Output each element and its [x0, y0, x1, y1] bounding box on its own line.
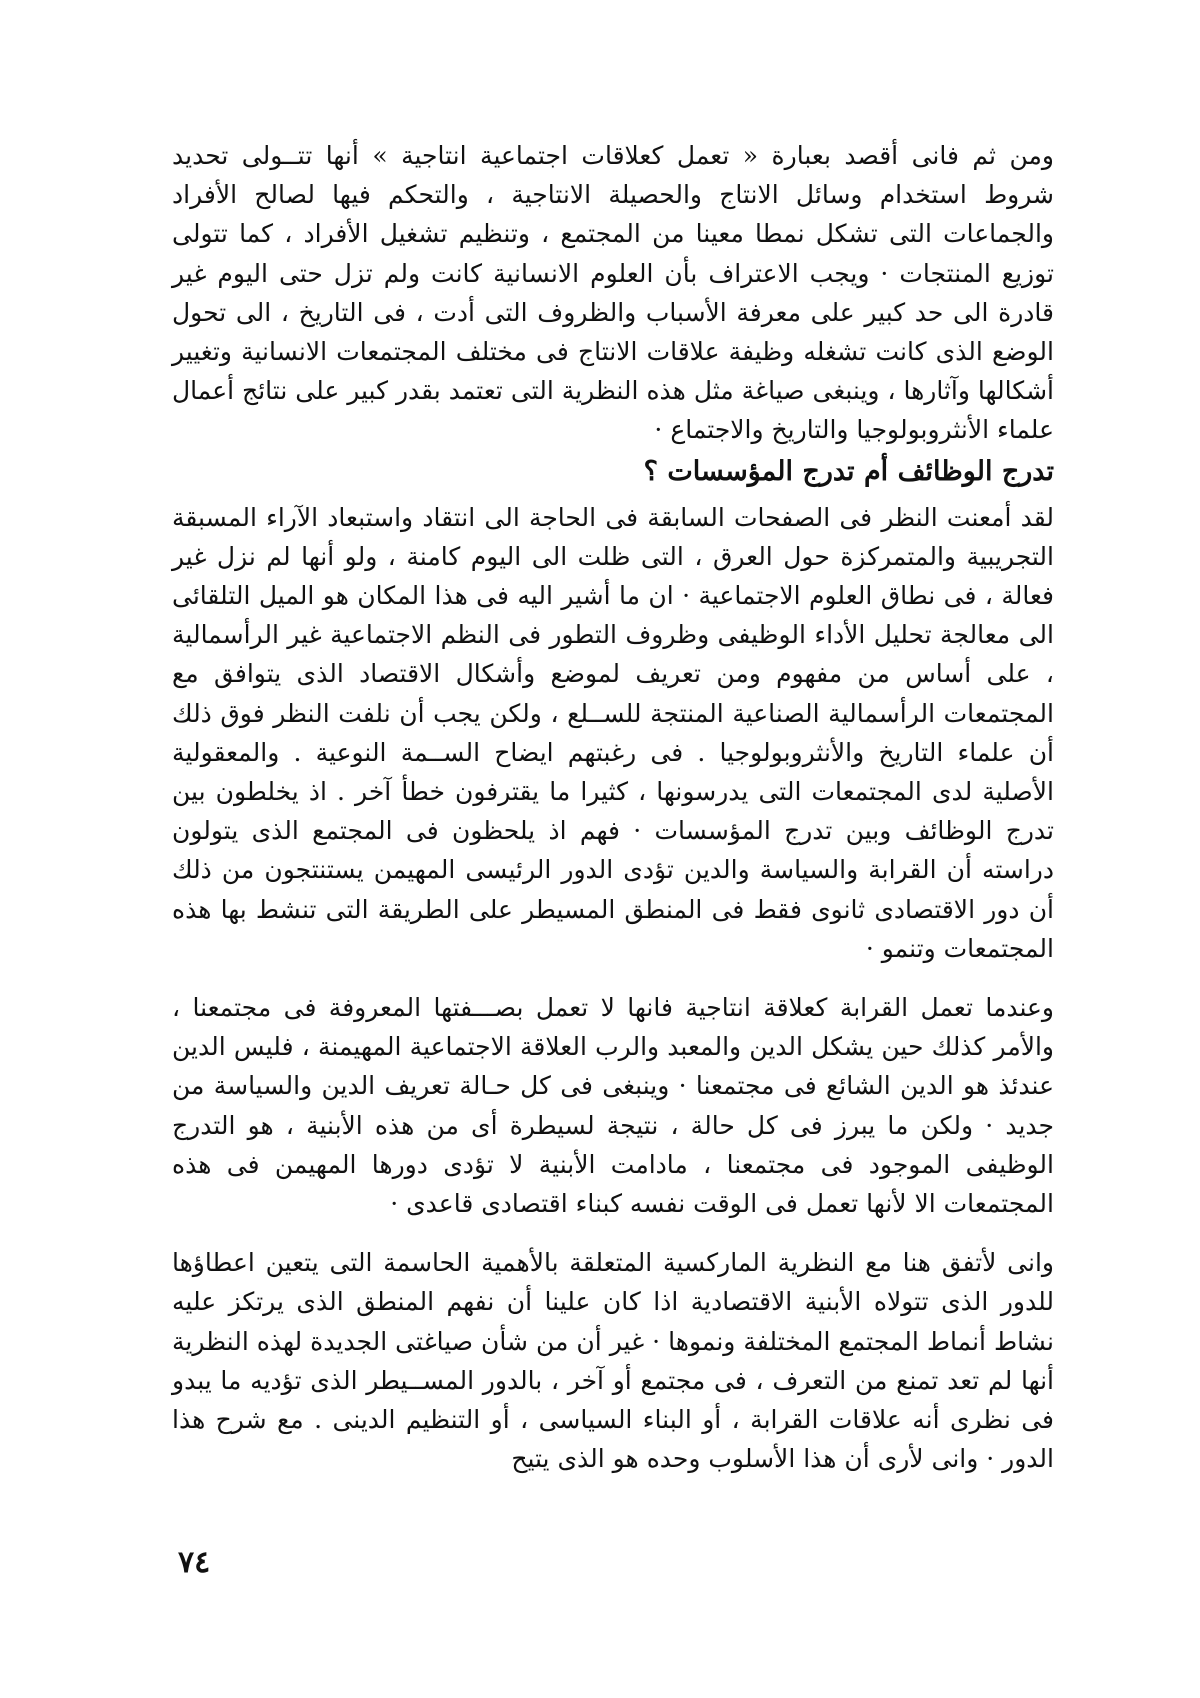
- section-heading: تدرج الوظائف أم تدرج المؤسسات ؟: [643, 455, 1054, 487]
- paragraph-3: وعندما تعمل القرابة كعلاقة انتاجية فانها لا تعمل بصـــفتها المعروفة فى مجتمعنا ، والأمر كذلك حين يشكل الدين والمعبد والرب العلاقة الاجتماعية المهيمنة ، فليس الدين عندئذ هو الدين الشائع فى مجتمعنا · وينبغى فى كل حـالة تعريف الدين والسياسة من جديد · ولكن ما يبرز فى كل حالة ، نتيجة لسيطرة أى من هذه الأبنية ، هو التدرج الوظيفى الموجود فى مجتمعنا ، مادامت الأبنية لا تؤدى دورها المهيمن فى هذه المجتمعات الا لأنها تعمل فى الوقت نفسه كبناء اقتصادى قاعدى ·: [172, 993, 1054, 1219]
- document-page: [172, 136, 1054, 1479]
- page-number: ٧٤: [178, 1545, 211, 1580]
- paragraph-4: وانى لأتفق هنا مع النظرية الماركسية المتعلقة بالأهمية الحاسمة التى يتعين اعطاؤها للدور الذى تتولاه الأبنية الاقتصادية اذا كان علينا أن نفهم المنطق الذى يرتكز عليه نشاط أنماط المجتمع المختلفة ونموها · غير أن من شأن صياغتى الجديدة لهذه النظرية أنها لم تعد تمنع من التعرف ، فى مجتمع أو آخر ، بالدور المســيطر الذى تؤديه ما يبدو فى نظرى أنه علاقات القرابة ، أو البناء السياسى ، أو التنظيم الدينى . مع شرح هذا الدور · وانى لأرى أن هذا الأسلوب وحده هو الذى يتيح: [172, 1248, 1054, 1474]
- paragraph-1: ومن ثم فانى أقصد بعبارة « تعمل كعلاقات اجتماعية انتاجية » أنها تتــولى تحديد شروط استخدام وسائل الانتاج والحصيلة الانتاجية ، والتحكم فيها لصالح الأفراد والجماعات التى تشكل نمطا معينا من المجتمع ، وتنظيم تشغيل الأفراد ، كما تتولى توزيع المنتجات · ويجب الاعتراف بأن العلوم الانسانية كانت ولم تزل حتى اليوم غير قادرة الى حد كبير على معرفة الأسباب والظروف التى أدت ، فى التاريخ ، الى تحول الوضع الذى كانت تشغله وظيفة علاقات الانتاج فى مختلف المجتمعات الانسانية وتغيير أشكالها وآثارها ، وينبغى صياغة مثل هذه النظرية التى تعتمد بقدر كبير على نتائج أعمال علماء الأنثروبولوجيا والتاريخ والاجتماع ·: [172, 141, 1054, 445]
- paragraph-2: لقد أمعنت النظر فى الصفحات السابقة فى الحاجة الى انتقاد واستبعاد الآراء المسبقة التجريبية والمتمركزة حول العرق ، التى ظلت الى اليوم كامنة ، ولو أنها لم نزل غير فعالة ، فى نطاق العلوم الاجتماعية · ان ما أشير اليه فى هذا المكان هو الميل التلقائى الى معالجة تحليل الأداء الوظيفى وظروف التطور فى النظم الاجتماعية غير الرأسمالية ، على أساس من مفهوم ومن تعريف لموضع وأشكال الاقتصاد الذى يتوافق مع المجتمعات الرأسمالية الصناعية المنتجة للســلع ، ولكن يجب أن نلفت النظر فوق ذلك أن علماء التاريخ والأنثروبولوجيا . فى رغبتهم ايضاح الســمة النوعية . والمعقولية الأصلية لدى المجتمعات التى يدرسونها ، كثيرا ما يقترفون خطأ آخر . اذ يخلطون بين تدرج الوظائف وبين تدرج المؤسسات · فهم اذ يلحظون فى المجتمع الذى يتولون دراسته أن القرابة والسياسة والدين تؤدى الدور الرئيسى المهيمن يستنتجون من ذلك أن دور الاقتصادى ثانوى فقط فى المنطق المسيطر على الطريقة التى تنشط بها هذه المجتمعات وتنمو ·: [172, 502, 1054, 963]
